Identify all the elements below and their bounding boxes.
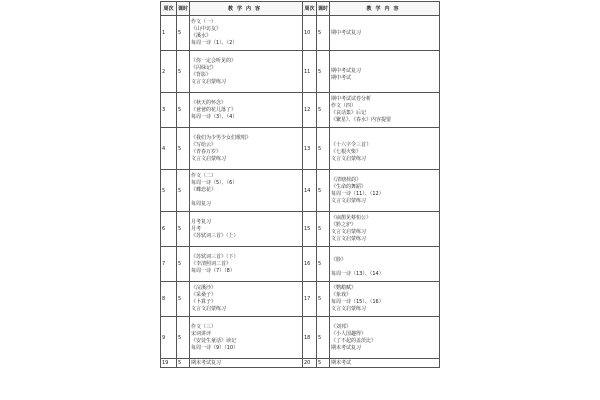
content-cell — [190, 212, 303, 247]
content-line: 文言文启蒙练习 — [331, 236, 367, 242]
content-line: 《苏轼词三首》（上） — [191, 232, 239, 239]
content-cell — [190, 128, 303, 170]
content-line: 《蝶恋花》 — [191, 187, 217, 193]
table-row — [161, 247, 440, 282]
content-cell — [330, 128, 440, 170]
content-line: 《李清照词二首》 — [191, 260, 232, 267]
content-cell — [330, 93, 440, 128]
content-line: 文言文启蒙练习 — [331, 155, 367, 162]
table-row — [161, 93, 440, 128]
week-cell: 10 — [303, 16, 317, 51]
content-line — [331, 61, 438, 68]
content-line: 《了不起的盖茨比》 — [331, 337, 377, 344]
content-line: 《繁星》、《春水》内容提要 — [331, 117, 392, 123]
content-line: 《刘邦》 — [331, 323, 352, 330]
hours-cell: 5 — [317, 93, 330, 128]
content-line: 文言文启蒙练习 — [191, 306, 227, 312]
hours-cell: 5 — [177, 170, 190, 212]
week-cell: 8 — [161, 282, 177, 317]
content-cell — [330, 282, 440, 317]
content-cell — [330, 212, 440, 247]
content-line: 文言文启蒙练习 — [331, 197, 367, 204]
hours-cell: 5 — [317, 359, 330, 368]
content-line: 每周一诗（7）（8） — [191, 267, 235, 274]
hours-cell: 5 — [177, 128, 190, 170]
week-cell: 14 — [303, 170, 317, 212]
table-row — [161, 282, 440, 317]
hours-cell: 5 — [177, 359, 190, 368]
hours-cell: 5 — [177, 51, 190, 93]
table-row — [161, 212, 440, 247]
hours-header-right: 课时 — [317, 2, 330, 16]
content-line: 《清塘荷韵》 — [331, 176, 362, 183]
content-cell — [330, 51, 440, 93]
week-cell: 18 — [303, 317, 317, 359]
table-row — [161, 128, 440, 170]
content-cell — [330, 16, 440, 51]
content-line — [191, 194, 301, 201]
table-row — [161, 170, 440, 212]
week-header-left: 周次 — [161, 2, 177, 16]
week-cell: 11 — [303, 51, 317, 93]
content-line: 月考 — [191, 225, 202, 232]
week-cell: 19 — [161, 359, 177, 368]
content-cell — [330, 170, 440, 212]
table-row — [161, 317, 440, 359]
content-line: 《背影》 — [191, 71, 212, 78]
content-line: 每周一诗（1）、（2） — [191, 40, 238, 46]
content-line: 《扁鹊见蔡桓公》 — [331, 215, 372, 221]
content-line: 《浣溪沙》 — [191, 285, 217, 291]
content-line: 作文（一） — [191, 19, 217, 25]
hours-cell: 5 — [177, 16, 190, 51]
hours-cell: 5 — [317, 16, 330, 51]
table-row — [161, 16, 440, 51]
content-line: 文言文启蒙练习 — [191, 78, 227, 85]
content-cell — [330, 247, 440, 282]
content-cell — [330, 359, 440, 368]
content-line: 《青春万岁》 — [191, 148, 222, 155]
content-cell — [190, 282, 303, 317]
hours-cell: 5 — [177, 317, 190, 359]
content-cell — [190, 247, 303, 282]
hours-cell: 5 — [317, 247, 330, 282]
content-line: 每周一诗（3）、（4） — [191, 113, 238, 120]
content-line: 《脸》 — [331, 257, 347, 263]
week-cell: 2 — [161, 51, 177, 93]
content-cell — [190, 93, 303, 128]
content-line: 《鹦鹉赋》 — [331, 285, 357, 291]
hours-cell: 5 — [317, 212, 330, 247]
schedule-table — [160, 1, 440, 368]
content-line: 期中考试复习 — [331, 68, 362, 74]
week-cell: 9 — [161, 317, 177, 359]
content-line: 期中考试复习 — [331, 29, 362, 36]
content-line: 《采桑子》 — [191, 292, 217, 298]
content-line: 《安徒生童话》读记 — [191, 337, 237, 344]
content-line: 月考复习 — [191, 218, 212, 225]
content-line: 作文（四） — [331, 103, 357, 109]
week-cell: 7 — [161, 247, 177, 282]
hours-cell: 5 — [317, 317, 330, 359]
content-header-left: 教学内容 — [190, 2, 303, 16]
content-line: 《生命的舞蹈》 — [331, 183, 367, 190]
content-line: 每周一诗（15）、（16） — [331, 299, 384, 305]
content-line: 《溪水》 — [191, 33, 212, 39]
content-line: 《小人国趣得》 — [331, 330, 367, 337]
week-cell: 17 — [303, 282, 317, 317]
content-line: 《苏轼词三首》（下） — [191, 253, 239, 260]
content-line: 期末考试复习 — [191, 359, 222, 366]
content-line: 《哀话集》后记 — [331, 110, 367, 116]
table-row — [161, 359, 440, 368]
week-cell: 6 — [161, 212, 177, 247]
hours-cell: 5 — [317, 170, 330, 212]
hours-cell: 5 — [177, 212, 190, 247]
week-cell: 1 — [161, 16, 177, 51]
content-line: 《山中访友》 — [191, 26, 222, 32]
table-row — [161, 51, 440, 93]
content-line: 《卜算子》 — [191, 299, 217, 305]
content-line: 每周一诗（13）、（14） — [331, 271, 384, 277]
content-line: 《爸爸的花儿落了》 — [191, 106, 237, 113]
hours-header-left: 课时 — [177, 2, 190, 16]
content-line: 每周一诗（11）、（12） — [331, 190, 384, 197]
content-line: 期中考试 — [331, 75, 352, 81]
hours-cell: 5 — [177, 247, 190, 282]
content-line: 《十六字令三首》 — [331, 141, 372, 148]
content-line: 《我们为少男少女们歌唱》 — [191, 134, 252, 141]
content-line — [331, 135, 438, 142]
schedule-body — [161, 16, 440, 368]
content-line: 每周一诗（5）、（6） — [191, 180, 238, 186]
week-cell: 13 — [303, 128, 317, 170]
content-line: 《象戏》 — [331, 292, 352, 298]
hours-cell: 5 — [317, 51, 330, 93]
week-cell: 12 — [303, 93, 317, 128]
week-header-right: 周次 — [303, 2, 317, 16]
week-cell: 15 — [303, 212, 317, 247]
hours-cell: 5 — [177, 282, 190, 317]
hours-cell: 5 — [317, 128, 330, 170]
content-header-right: 教学内容 — [330, 2, 440, 16]
content-line: 《写给云》 — [191, 141, 217, 148]
header-row — [161, 2, 440, 16]
content-line: 《秋天的怀念》 — [191, 99, 227, 106]
content-line: 宋词讲评 — [191, 330, 212, 337]
content-cell — [190, 51, 303, 93]
content-cell — [190, 16, 303, 51]
content-line: 作文（三） — [191, 323, 217, 330]
content-cell — [330, 317, 440, 359]
content-cell — [190, 170, 303, 212]
week-cell: 16 — [303, 247, 317, 282]
content-line: 期中考试试卷分析 — [331, 96, 372, 102]
content-cell — [190, 359, 303, 368]
week-cell: 20 — [303, 359, 317, 368]
content-line — [331, 250, 438, 257]
content-line: 《闪绿记》 — [191, 64, 217, 71]
content-line — [331, 264, 438, 271]
content-line: 每周复习 — [191, 201, 212, 207]
content-line: 每周一诗（9）（10） — [191, 344, 239, 351]
week-cell: 4 — [161, 128, 177, 170]
content-line: 期末考试 — [331, 359, 352, 366]
hours-cell: 5 — [177, 93, 190, 128]
week-cell: 5 — [161, 170, 177, 212]
content-line: 期末考试复习 — [331, 344, 362, 351]
content-line: 文言文启蒙练习 — [331, 306, 367, 312]
content-line: 《七根火柴》 — [331, 148, 362, 155]
content-line: 文言文启蒙练习 — [331, 229, 367, 235]
content-line: 《黔之驴》 — [331, 222, 357, 228]
content-line: 文言文启蒙练习 — [191, 155, 227, 162]
week-cell: 3 — [161, 93, 177, 128]
content-cell — [190, 317, 303, 359]
hours-cell: 5 — [317, 282, 330, 317]
content-line: 《你一定会听见的》 — [191, 57, 237, 64]
content-line: 作文（二） — [191, 173, 217, 179]
